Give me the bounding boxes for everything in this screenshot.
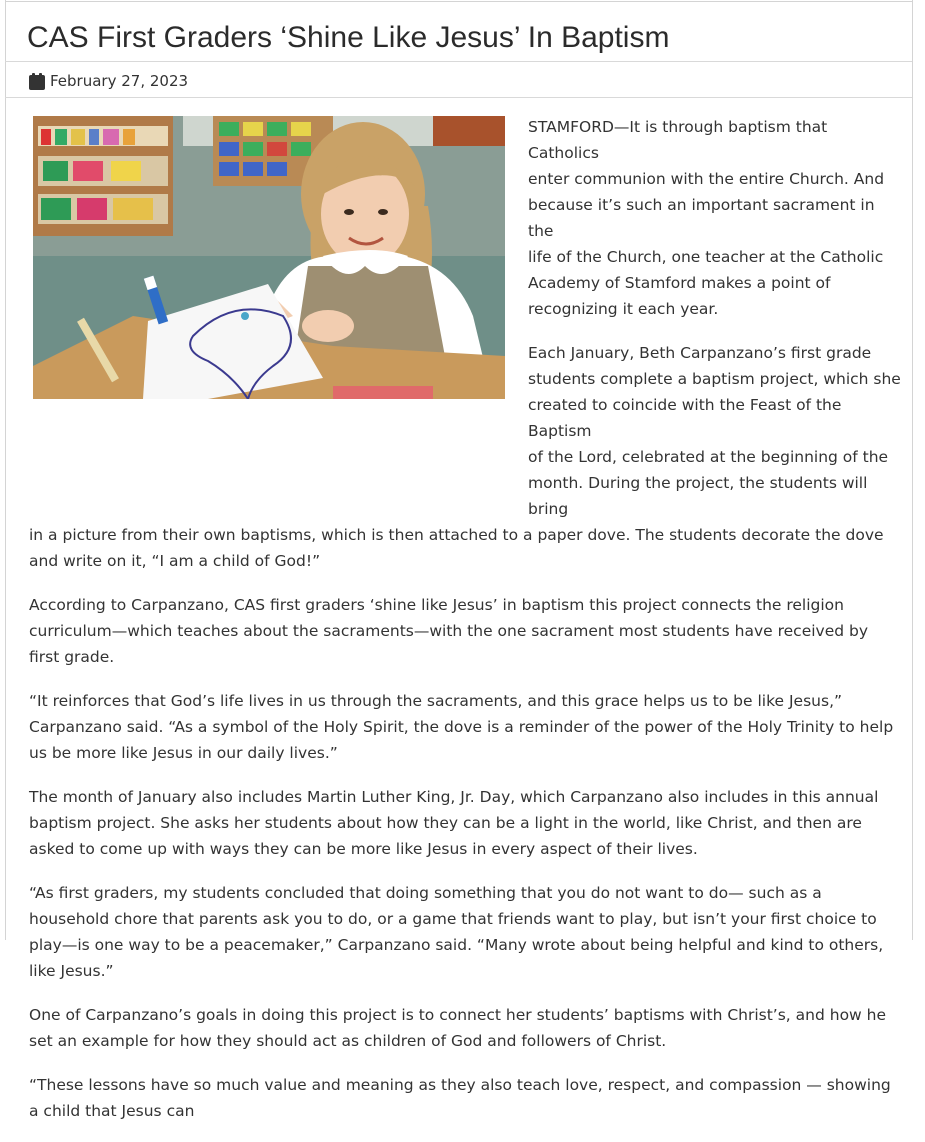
divider [5,97,912,98]
post-date[interactable]: February 27, 2023 [50,72,189,90]
post-meta [29,70,188,92]
paragraph: “These lessons have so much value and meaning as they also teach love, respect, and compassion — showing a child that Jesus can [29,1076,891,1120]
paragraph: The month of January also includes Martin Luther King, Jr. Day, which Carpanzano also includes in this annual baptism project. She asks her students about how they can be a light in the world, like Christ, and then are asked to come up with ways they can be more like Jesus in every aspect of their lives. [29,788,879,858]
calendar-icon [29,73,45,90]
paragraph: One of Carpanzano’s goals in doing this project is to connect her students’ baptisms with Christ’s, and how he set an example for how they should act as children of God and followers of Christ. [29,1006,887,1050]
divider [5,61,912,62]
top-border [5,1,913,2]
paragraph: “It reinforces that God’s life lives in us through the sacraments, and this grace helps us to be like Jesus,” Carpanzano said. “As a symbol of the Holy Spirit, the dove is a reminder of the power of the Holy Trinity to help us be more like Jesus in our daily lives.” [29,692,894,762]
paragraph: Each January, Beth Carpanzano’s first grade students complete a baptism project, which she created to coincide with the Feast of the Baptism of the Lord, celebrated at the beginning of the month. During the project, the students will bring in a picture from their own baptisms, which is then attached to a paper dove. The students decorate the dove and write on it, “I am a child of God!” [29,344,901,570]
article-body [29,114,903,1142]
paragraph: “As first graders, my students concluded that doing something that you do not want to do— such as a household chore that parents ask you to do, or a game that friends want to play, but isn’t your first choice to play—is one way to be a peacemaker,” Carpanzano said. “Many wrote about being helpful and kind to others, like Jesus.” [29,884,884,980]
paragraph: STAMFORD—It is through baptism that Catholics enter communion with the entire Church. And because it’s such an important sacrament in the life of the Church, one teacher at the Catholic Academy of Stamford makes a point of recognizing it each year. [528,118,885,318]
paragraph: According to Carpanzano, CAS first graders ‘shine like Jesus’ in baptism this project connects the religion curriculum—which teaches about the sacraments—with the one sacrament most students have received by first grade. [29,596,869,666]
page-title: CAS First Graders ‘Shine Like Jesus’ In Baptism [27,21,670,54]
